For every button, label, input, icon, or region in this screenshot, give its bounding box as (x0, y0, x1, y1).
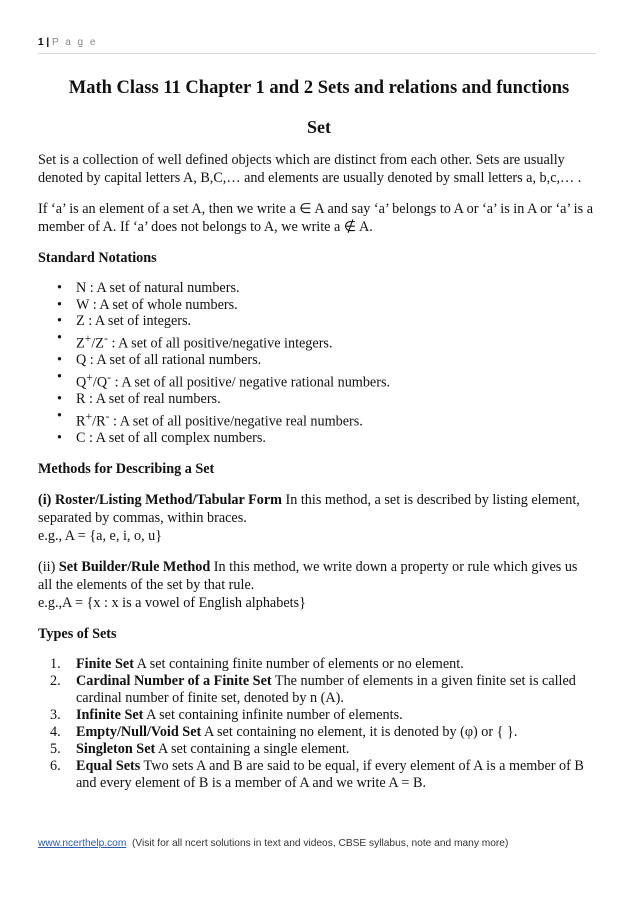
page-number: 1 (38, 37, 44, 48)
section-title: Set (307, 117, 331, 137)
page-label: P a g e (51, 37, 98, 48)
site-link[interactable]: www.ncerthelp.com (38, 838, 127, 849)
list-item: • C : A set of all complex numbers. (38, 430, 594, 447)
list-item: • W : A set of whole numbers. (38, 297, 594, 314)
list-item: • R+/R- : A set of all positive/negative real numbers. (38, 408, 594, 430)
list-item: • Q : A set of all rational numbers. (38, 352, 594, 369)
list-item: • N : A set of natural numbers. (38, 280, 594, 297)
list-item: 3. Infinite Set A set containing infinite number of elements. (50, 706, 403, 723)
footer-note: (Visit for all ncert solutions in text and videos, CBSE syllabus, note and many more) (126, 838, 509, 849)
page-separator: | (46, 37, 50, 48)
list-item: • R : A set of real numbers. (38, 391, 594, 408)
list-item: 4. Empty/Null/Void Set A set containing no element, it is denoted by (φ) or { }. (50, 723, 518, 740)
builder-example: e.g.,A = {x : x is a vowel of English alphabets} (38, 594, 306, 611)
membership-paragraph: If ‘a’ is an element of a set A, then we write a ∈ A and say ‘a’ belongs to A or ‘a’ is in A or ‘a’ is a member of A. If ‘a’ does not belongs to A, we write a ∉ A. (38, 201, 593, 235)
list-item: 5. Singleton Set A set containing a single element. (50, 740, 350, 757)
types-heading: Types of Sets (38, 625, 117, 642)
intro-paragraph: Set is a collection of well defined objects which are distinct from each other. Sets are usually denoted by capital letters A, B,C,… and elements are usually denoted by small letters a, b,c,… . (38, 152, 582, 186)
document-title: Math Class 11 Chapter 1 and 2 Sets and relations and functions (68, 78, 570, 98)
list-item: • Z+/Z- : A set of all positive/negative integers. (38, 330, 594, 352)
types-list (38, 656, 594, 792)
list-item: • Z : A set of integers. (38, 313, 594, 330)
header-divider (38, 53, 596, 54)
roster-method-label: (i) Roster/Listing Method/Tabular Form (38, 491, 282, 508)
list-item: 6. Equal Sets Two sets A and B are said to be equal, if every element of A is a member of B and every element of B is a member of A and we write A = B. (50, 757, 584, 791)
list-item: 1. Finite Set A set containing finite number of elements or no element. (50, 655, 464, 672)
builder-method-paragraph: (ii) Set Builder/Rule Method In this method, we write down a property or rule which gives us all the elements of the set by that rule. e.g.,A = {x : x is a vowel of English alphabets} (38, 558, 578, 611)
list-item: • Q+/Q- : A set of all positive/ negative rational numbers. (38, 369, 594, 391)
standard-notations-heading: Standard Notations (38, 250, 157, 266)
list-item: 2. Cardinal Number of a Finite Set The number of elements in a given finite set is called cardinal number of finite set, denoted by n (A). (50, 672, 576, 706)
notation-list (38, 280, 594, 447)
page-footer (38, 838, 508, 849)
document-body (38, 151, 594, 792)
builder-method-label: Set Builder/Rule Method (58, 558, 211, 575)
methods-heading: Methods for Describing a Set (38, 460, 215, 477)
page-header (38, 37, 97, 48)
roster-example: e.g., A = {a, e, i, o, u} (38, 527, 163, 544)
roster-method-paragraph: (i) Roster/Listing Method/Tabular Form In this method, a set is described by listing element, separated by commas, within braces. e.g., A = {a, e, i, o, u} (38, 491, 580, 544)
